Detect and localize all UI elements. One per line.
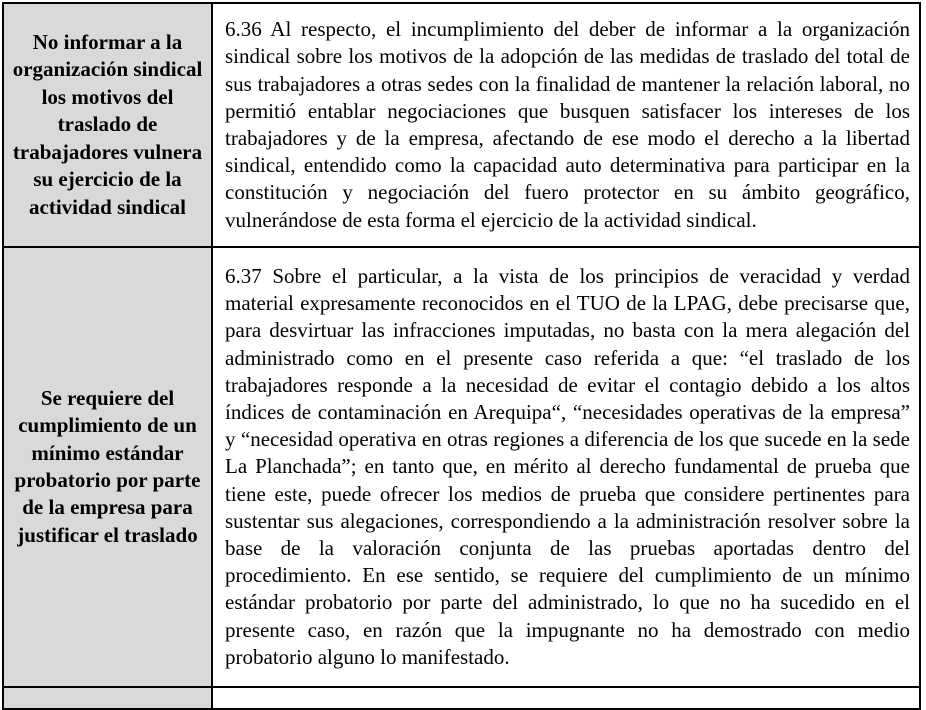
row-body-cell	[212, 687, 920, 709]
paragraph-6-36: 6.36 Al respecto, el incumplimiento del deber de informar a la organización sindical sobre los motivos de la adopción de las medidas de traslado del total de sus trabajadores a otras sedes con la finalidad de mantener la relación laboral, no permitió entablar negociaciones que busquen satisfacer los intereses de los trabajadores y de la empresa, afectando de ese modo el derecho a la libertad sindical, entendido como la capacidad auto determinativa para participar en la constitución y negociación del fuero protector en su ámbito geográfico, vulnerándose de esta forma el ejercicio de la actividad sindical.	[225, 17, 910, 232]
table-row	[3, 3, 920, 247]
row-heading-cell	[3, 687, 212, 709]
row-heading: No informar a la organización sindical los motivos del traslado de trabajadores vulnera su ejercicio de la actividad sindical	[12, 30, 203, 219]
row-body-cell	[212, 3, 920, 247]
row-heading: Se requiere del cumplimiento de un mínimo estándar probatorio por parte de la empresa para justificar el traslado	[14, 385, 201, 547]
row-heading-cell	[3, 3, 212, 247]
table-row	[3, 247, 920, 687]
document-table	[2, 2, 921, 710]
row-heading-cell	[3, 247, 212, 687]
row-body-cell	[212, 247, 920, 687]
table-row-partial	[3, 687, 920, 709]
paragraph-6-37: 6.37 Sobre el particular, a la vista de los principios de veracidad y verdad material expresamente reconocidos en el TUO de la LPAG, debe precisarse que, para desvirtuar las infracciones imputadas, no basta con la mera alegación del administrado como en el presente caso referida a que: “el traslado de los trabajadores responde a la necesidad de evitar el contagio debido a los altos índices de contaminación en Arequipa“, “necesidades operativas de la empresa” y “necesidad operativa en otras regiones a diferencia de los que sucede en la sede La Planchada”; en tanto que, en mérito al derecho fundamental de prueba que tiene este, puede ofrecer los medios de prueba que considere pertinentes para sustentar sus alegaciones, correspondiendo a la administración resolver sobre la base de la valoración conjunta de las pruebas aportadas dentro del procedimiento. En ese sentido, se requiere del cumplimiento de un mínimo estándar probatorio por parte del administrado, lo que no ha sucedido en el presente caso, en razón que la impugnante no ha demostrado con medio probatorio alguno lo manifestado.	[225, 263, 910, 669]
